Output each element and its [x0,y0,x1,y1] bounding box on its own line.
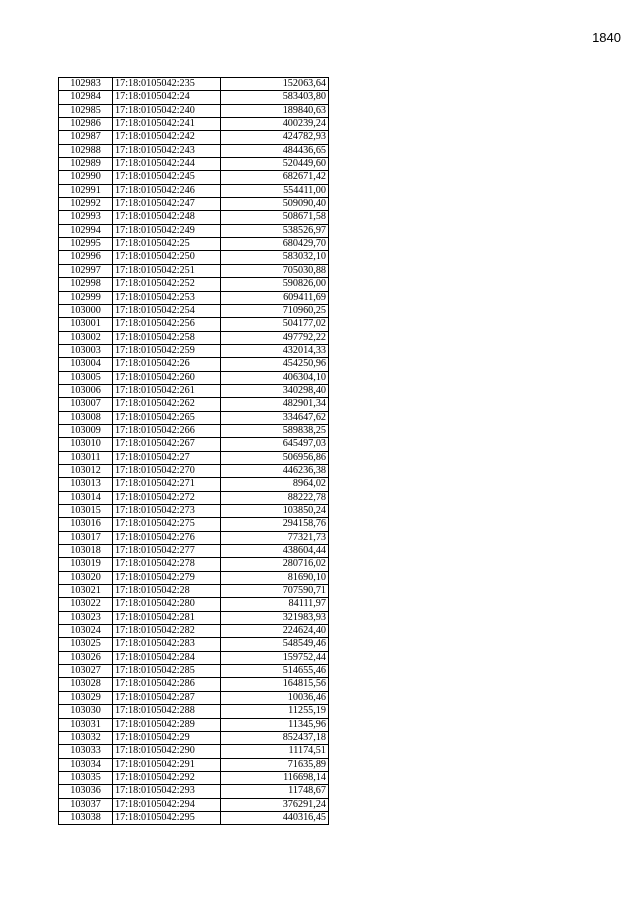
value-cell: 548549,46 [221,638,329,651]
row-number-cell: 103018 [59,545,113,558]
value-cell: 509090,40 [221,198,329,211]
row-number-cell: 102987 [59,131,113,144]
cadastral-number-cell: 17:18:0105042:254 [113,304,221,317]
table-row [59,545,329,558]
cadastral-number-cell: 17:18:0105042:282 [113,625,221,638]
table-row [59,638,329,651]
table-row [59,705,329,718]
cadastral-number-cell: 17:18:0105042:294 [113,798,221,811]
value-cell: 340298,40 [221,384,329,397]
row-number-cell: 102994 [59,224,113,237]
cadastral-number-cell: 17:18:0105042:270 [113,464,221,477]
value-cell: 432014,33 [221,344,329,357]
table-body [59,78,329,825]
row-number-cell: 103032 [59,731,113,744]
cadastral-number-cell: 17:18:0105042:286 [113,678,221,691]
value-cell: 400239,24 [221,118,329,131]
cadastral-number-cell: 17:18:0105042:247 [113,198,221,211]
cadastral-number-cell: 17:18:0105042:283 [113,638,221,651]
value-cell: 84111,97 [221,598,329,611]
cadastral-number-cell: 17:18:0105042:278 [113,558,221,571]
value-cell: 376291,24 [221,798,329,811]
value-cell: 583032,10 [221,251,329,264]
value-cell: 8964,02 [221,478,329,491]
cadastral-number-cell: 17:18:0105042:273 [113,505,221,518]
value-cell: 707590,71 [221,585,329,598]
row-number-cell: 102985 [59,104,113,117]
row-number-cell: 102989 [59,158,113,171]
table-row [59,651,329,664]
row-number-cell: 103026 [59,651,113,664]
cadastral-number-cell: 17:18:0105042:271 [113,478,221,491]
row-number-cell: 103036 [59,785,113,798]
row-number-cell: 103037 [59,798,113,811]
value-cell: 88222,78 [221,491,329,504]
row-number-cell: 102997 [59,264,113,277]
row-number-cell: 103029 [59,691,113,704]
table-row [59,398,329,411]
cadastral-value-table [58,77,329,825]
table-row [59,411,329,424]
table-row [59,78,329,91]
table-row [59,665,329,678]
table-row [59,318,329,331]
row-number-cell: 102998 [59,278,113,291]
table-row [59,264,329,277]
value-cell: 446236,38 [221,464,329,477]
cadastral-number-cell: 17:18:0105042:26 [113,358,221,371]
cadastral-number-cell: 17:18:0105042:289 [113,718,221,731]
table-row [59,344,329,357]
value-cell: 164815,56 [221,678,329,691]
value-cell: 609411,69 [221,291,329,304]
row-number-cell: 103034 [59,758,113,771]
value-cell: 159752,44 [221,651,329,664]
cadastral-number-cell: 17:18:0105042:266 [113,424,221,437]
cadastral-number-cell: 17:18:0105042:265 [113,411,221,424]
table-row [59,745,329,758]
table-row [59,238,329,251]
cadastral-number-cell: 17:18:0105042:243 [113,144,221,157]
table-row [59,158,329,171]
row-number-cell: 103013 [59,478,113,491]
cadastral-number-cell: 17:18:0105042:256 [113,318,221,331]
value-cell: 406304,10 [221,371,329,384]
cadastral-number-cell: 17:18:0105042:285 [113,665,221,678]
row-number-cell: 102983 [59,78,113,91]
row-number-cell: 103028 [59,678,113,691]
row-number-cell: 103030 [59,705,113,718]
table-row [59,131,329,144]
value-cell: 77321,73 [221,531,329,544]
cadastral-number-cell: 17:18:0105042:259 [113,344,221,357]
cadastral-number-cell: 17:18:0105042:293 [113,785,221,798]
value-cell: 71635,89 [221,758,329,771]
table-row [59,464,329,477]
table-row [59,118,329,131]
value-cell: 514655,46 [221,665,329,678]
value-cell: 280716,02 [221,558,329,571]
value-cell: 11748,67 [221,785,329,798]
cadastral-number-cell: 17:18:0105042:280 [113,598,221,611]
table-row [59,211,329,224]
value-cell: 440316,45 [221,811,329,824]
cadastral-number-cell: 17:18:0105042:25 [113,238,221,251]
table-row [59,384,329,397]
row-number-cell: 103010 [59,438,113,451]
table-row [59,424,329,437]
row-number-cell: 102984 [59,91,113,104]
cadastral-number-cell: 17:18:0105042:240 [113,104,221,117]
value-cell: 438604,44 [221,545,329,558]
cadastral-number-cell: 17:18:0105042:252 [113,278,221,291]
row-number-cell: 103038 [59,811,113,824]
table-row [59,104,329,117]
value-cell: 484436,65 [221,144,329,157]
cadastral-number-cell: 17:18:0105042:249 [113,224,221,237]
row-number-cell: 103002 [59,331,113,344]
row-number-cell: 103033 [59,745,113,758]
value-cell: 520449,60 [221,158,329,171]
row-number-cell: 103015 [59,505,113,518]
cadastral-number-cell: 17:18:0105042:272 [113,491,221,504]
value-cell: 116698,14 [221,771,329,784]
value-cell: 10036,46 [221,691,329,704]
table-row [59,491,329,504]
row-number-cell: 103000 [59,304,113,317]
row-number-cell: 102993 [59,211,113,224]
row-number-cell: 103027 [59,665,113,678]
cadastral-number-cell: 17:18:0105042:29 [113,731,221,744]
table-row [59,291,329,304]
row-number-cell: 102988 [59,144,113,157]
table-row [59,585,329,598]
cadastral-number-cell: 17:18:0105042:245 [113,171,221,184]
row-number-cell: 103016 [59,518,113,531]
cadastral-number-cell: 17:18:0105042:262 [113,398,221,411]
cadastral-number-cell: 17:18:0105042:277 [113,545,221,558]
cadastral-number-cell: 17:18:0105042:244 [113,158,221,171]
row-number-cell: 103012 [59,464,113,477]
table-row [59,518,329,531]
cadastral-number-cell: 17:18:0105042:276 [113,531,221,544]
value-cell: 482901,34 [221,398,329,411]
row-number-cell: 103007 [59,398,113,411]
cadastral-number-cell: 17:18:0105042:261 [113,384,221,397]
cadastral-number-cell: 17:18:0105042:246 [113,184,221,197]
table-row [59,505,329,518]
row-number-cell: 103025 [59,638,113,651]
value-cell: 152063,64 [221,78,329,91]
table-row [59,198,329,211]
row-number-cell: 102991 [59,184,113,197]
row-number-cell: 103017 [59,531,113,544]
cadastral-number-cell: 17:18:0105042:248 [113,211,221,224]
table-row [59,758,329,771]
value-cell: 589838,25 [221,424,329,437]
cadastral-number-cell: 17:18:0105042:284 [113,651,221,664]
table-row [59,625,329,638]
cadastral-number-cell: 17:18:0105042:260 [113,371,221,384]
cadastral-number-cell: 17:18:0105042:28 [113,585,221,598]
value-cell: 103850,24 [221,505,329,518]
row-number-cell: 103031 [59,718,113,731]
row-number-cell: 103001 [59,318,113,331]
value-cell: 321983,93 [221,611,329,624]
table-row [59,798,329,811]
cadastral-number-cell: 17:18:0105042:242 [113,131,221,144]
value-cell: 554411,00 [221,184,329,197]
row-number-cell: 103008 [59,411,113,424]
table-row [59,224,329,237]
row-number-cell: 102986 [59,118,113,131]
cadastral-number-cell: 17:18:0105042:279 [113,571,221,584]
value-cell: 590826,00 [221,278,329,291]
cadastral-number-cell: 17:18:0105042:281 [113,611,221,624]
table-row [59,558,329,571]
value-cell: 189840,63 [221,104,329,117]
row-number-cell: 103006 [59,384,113,397]
cadastral-number-cell: 17:18:0105042:287 [113,691,221,704]
cadastral-number-cell: 17:18:0105042:292 [113,771,221,784]
value-cell: 81690,10 [221,571,329,584]
table-row [59,251,329,264]
table-row [59,171,329,184]
cadastral-number-cell: 17:18:0105042:27 [113,451,221,464]
row-number-cell: 102995 [59,238,113,251]
row-number-cell: 102992 [59,198,113,211]
table-row [59,571,329,584]
row-number-cell: 103005 [59,371,113,384]
table-row [59,785,329,798]
row-number-cell: 102990 [59,171,113,184]
table-row [59,358,329,371]
value-cell: 224624,40 [221,625,329,638]
table-row [59,611,329,624]
value-cell: 583403,80 [221,91,329,104]
row-number-cell: 103021 [59,585,113,598]
table-row [59,304,329,317]
page-number: 1840 [592,30,621,45]
row-number-cell: 103024 [59,625,113,638]
value-cell: 852437,18 [221,731,329,744]
table-row [59,718,329,731]
row-number-cell: 103011 [59,451,113,464]
value-cell: 682671,42 [221,171,329,184]
table-row [59,184,329,197]
table-row [59,371,329,384]
row-number-cell: 103035 [59,771,113,784]
table-row [59,678,329,691]
table-row [59,331,329,344]
table-row [59,278,329,291]
table-row [59,531,329,544]
value-cell: 506956,86 [221,451,329,464]
cadastral-number-cell: 17:18:0105042:275 [113,518,221,531]
row-number-cell: 103020 [59,571,113,584]
value-cell: 680429,70 [221,238,329,251]
row-number-cell: 102996 [59,251,113,264]
value-cell: 11174,51 [221,745,329,758]
row-number-cell: 103019 [59,558,113,571]
value-cell: 424782,93 [221,131,329,144]
cadastral-number-cell: 17:18:0105042:241 [113,118,221,131]
table-row [59,478,329,491]
table-row [59,144,329,157]
cadastral-number-cell: 17:18:0105042:235 [113,78,221,91]
cadastral-number-cell: 17:18:0105042:251 [113,264,221,277]
table-row [59,811,329,824]
table-row [59,731,329,744]
table-row [59,598,329,611]
row-number-cell: 103003 [59,344,113,357]
row-number-cell: 103004 [59,358,113,371]
value-cell: 497792,22 [221,331,329,344]
cadastral-number-cell: 17:18:0105042:253 [113,291,221,304]
value-cell: 11255,19 [221,705,329,718]
row-number-cell: 103023 [59,611,113,624]
value-cell: 334647,62 [221,411,329,424]
cadastral-number-cell: 17:18:0105042:291 [113,758,221,771]
value-cell: 508671,58 [221,211,329,224]
value-cell: 454250,96 [221,358,329,371]
value-cell: 710960,25 [221,304,329,317]
row-number-cell: 103009 [59,424,113,437]
value-cell: 705030,88 [221,264,329,277]
cadastral-number-cell: 17:18:0105042:267 [113,438,221,451]
cadastral-number-cell: 17:18:0105042:295 [113,811,221,824]
value-cell: 645497,03 [221,438,329,451]
cadastral-number-cell: 17:18:0105042:290 [113,745,221,758]
value-cell: 294158,76 [221,518,329,531]
row-number-cell: 102999 [59,291,113,304]
cadastral-number-cell: 17:18:0105042:24 [113,91,221,104]
cadastral-number-cell: 17:18:0105042:258 [113,331,221,344]
table-row [59,91,329,104]
cadastral-number-cell: 17:18:0105042:288 [113,705,221,718]
cadastral-number-cell: 17:18:0105042:250 [113,251,221,264]
table-row [59,691,329,704]
table-row [59,438,329,451]
value-cell: 538526,97 [221,224,329,237]
table-row [59,771,329,784]
row-number-cell: 103014 [59,491,113,504]
row-number-cell: 103022 [59,598,113,611]
value-cell: 11345,96 [221,718,329,731]
table-row [59,451,329,464]
value-cell: 504177,02 [221,318,329,331]
